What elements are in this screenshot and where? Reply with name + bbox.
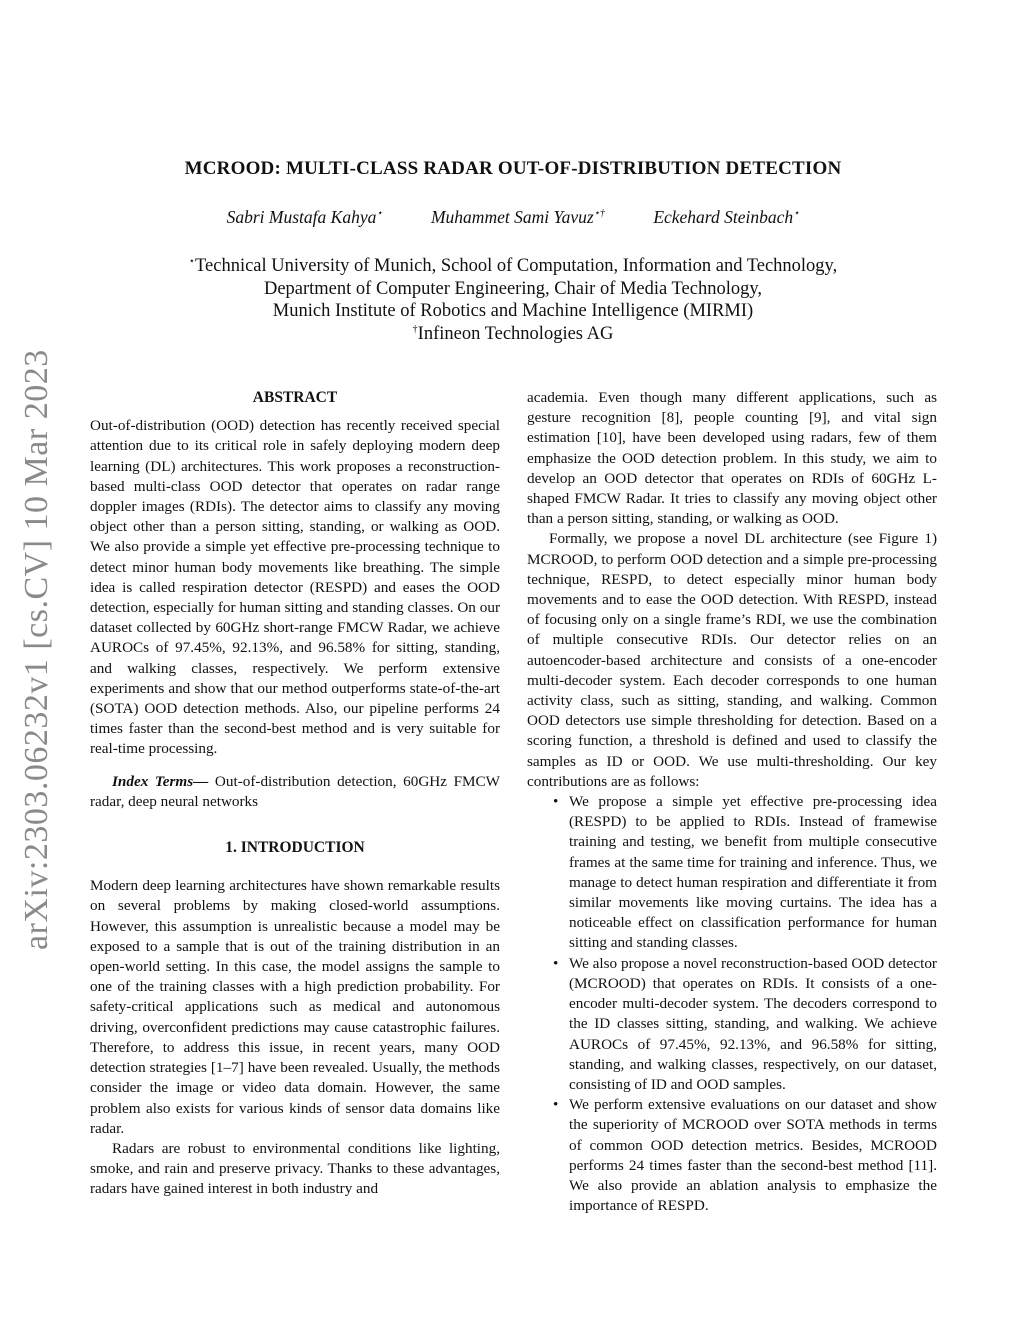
author-1-mark: ⋆: [376, 208, 383, 220]
arxiv-identifier: arXiv:2303.06232v1 [cs.CV] 10 Mar 2023: [18, 349, 55, 950]
author-list: [100, 207, 926, 228]
intro-paragraph-2-continued: academia. Even though many different applications, such as gesture recognition [8], people counting [9], and vital sign estimation [10], have been developed using radars, few of them emphasize the OOD detection problem. In this study, we aim to develop an OOD detector that operates on RDIs of 60GHz L-shaped FMCW Radar. It tries to classify any moving object other than a person sitting, standing, or walking as OOD.: [527, 389, 937, 528]
introduction-heading: 1. INTRODUCTION: [225, 839, 365, 857]
contribution-item: • We also propose a novel reconstruction-based OOD detector (MCROOD) that operates on RDIs. It consists of a one-encoder multi-decoder system. The decoders correspond to the ID classes sitting, standing, and walking. We achieve AUROCs of 97.45%, 92.13%, and 96.58% for sitting, standing, and walking classes, respectively, on our dataset, consisting of ID and OOD samples.: [569, 954, 937, 1095]
index-terms-text: Out-of-distribution detection, 60GHz FMCW radar, deep neural networks: [90, 772, 500, 810]
contribution-item: • We perform extensive evaluations on our dataset and show the superiority of MCROOD over SOTA methods in terms of common OOD detection metrics. Besides, MCROOD performs 24 times faster than the second-best method [11]. We also provide an ablation analysis to emphasize the importance of RESPD.: [569, 1095, 937, 1216]
author-1-name: Sabri Mustafa Kahya: [226, 207, 377, 227]
abstract-heading: ABSTRACT: [252, 389, 338, 406]
author-1: [227, 207, 383, 228]
affiliation-line-4: [100, 323, 926, 346]
left-column: [90, 388, 500, 1200]
abstract-text: Out-of-distribution (OOD) detection has recently received special attention due to its critical role in safely deploying modern deep learning (DL) architectures. This work proposes a reconstruction-based multi-class OOD detector that operates on radar range doppler images (RDIs). The detector aims to classify any moving object other than a person sitting, standing, or walking as OOD. We also provide a simple yet effective pre-processing technique to detect minor human body movements like breathing. The simple idea is called respiration detector (RESPD) and eases the OOD detection, especially for human sitting and standing classes. On our dataset collected by 60GHz short-range FMCW Radar, we achieve AUROCs of 97.45%, 92.13%, and 96.58% for sitting, standing, and walking classes, respectively. We perform extensive experiments and show that our method outperforms state-of-the-art (SOTA) OOD detection methods. Also, our pipeline performs 24 times faster than the second-best method and is very suitable for real-time processing.: [90, 417, 500, 758]
index-terms: [90, 772, 500, 812]
author-2-name: Muhammet Sami Yavuz: [430, 207, 594, 227]
author-3-name: Eckehard Steinbach: [653, 207, 794, 227]
intro-paragraph-2: Radars are robust to environmental conditions like lighting, smoke, and rain and preserve privacy. Thanks to these advantages, radars have gained interest in both industry and: [90, 1139, 500, 1198]
contribution-item: • We propose a simple yet effective pre-processing idea (RESPD) to be applied to RDIs. Instead of framewise training and testing, we benefit from multiple consecutive frames at the same time for training and inference. Thus, we manage to detect human respiration and differentiate it from similar movements like moving curtains. The idea has a noticeable effect on classification performance for human sitting and standing classes.: [569, 792, 937, 954]
affiliation-mark-1: ⋆: [188, 255, 196, 267]
affiliations: [100, 255, 926, 345]
affiliation-text-4: Infineon Technologies AG: [417, 323, 614, 344]
author-3-mark: ⋆: [793, 208, 800, 220]
affiliation-line-1: [100, 255, 926, 278]
affiliation-text-1: Technical University of Munich, School of Computation, Information and Technology,: [195, 256, 838, 276]
affiliation-line-3: Munich Institute of Robotics and Machine Intelligence (MIRMI): [272, 301, 754, 321]
author-2: [431, 207, 605, 228]
right-column: [527, 388, 937, 1216]
affiliation-line-2: Department of Computer Engineering, Chair of Media Technology,: [263, 278, 763, 299]
author-3: [653, 207, 799, 228]
paper-title: MCROOD: MULTI-CLASS RADAR OUT-OF-DISTRIBUTION DETECTION: [184, 158, 842, 179]
contribution-list: [527, 792, 937, 1216]
intro-paragraph-1: Modern deep learning architectures have shown remarkable results on several problems by making closed-world assumptions. However, this assumption is unrealistic because a model may be exposed to a sample that is out of the training distribution in an open-world setting. In this case, the model assigns the sample to one of the training classes with a high prediction probability. For safety-critical applications such as medical and autonomous driving, overconfident predictions may cause catastrophic failures. Therefore, to address this issue, in recent years, many OOD detection strategies [1–7] have been revealed. Usually, the methods consider the image or video data domain. However, the same problem also exists for various kinds of sensor data domains like radar.: [90, 877, 500, 1137]
author-2-mark: ⋆†: [593, 208, 605, 220]
affiliation-mark-4: †: [412, 323, 418, 335]
intro-paragraph-3: Formally, we propose a novel DL architecture (see Figure 1) MCROOD, to perform OOD detection and a simple pre-processing technique, RESPD, to detect especially minor human body movements and to ease the OOD detection. With RESPD, instead of focusing only on a single frame’s RDI, we use the combination of multiple consecutive RDIs. Our detector relies on an autoencoder-based architecture and consists of a one-encoder multi-decoder system. Each decoder corresponds to one human activity class, such as sitting, standing, and walking. Common OOD detectors use simple thresholding for detection. Based on a scoring function, a threshold is defined and used to classify the samples as ID or OOD. We use multi-thresholding. Our key contributions are as follows:: [527, 530, 937, 790]
index-terms-label: Index Terms—: [112, 772, 209, 790]
